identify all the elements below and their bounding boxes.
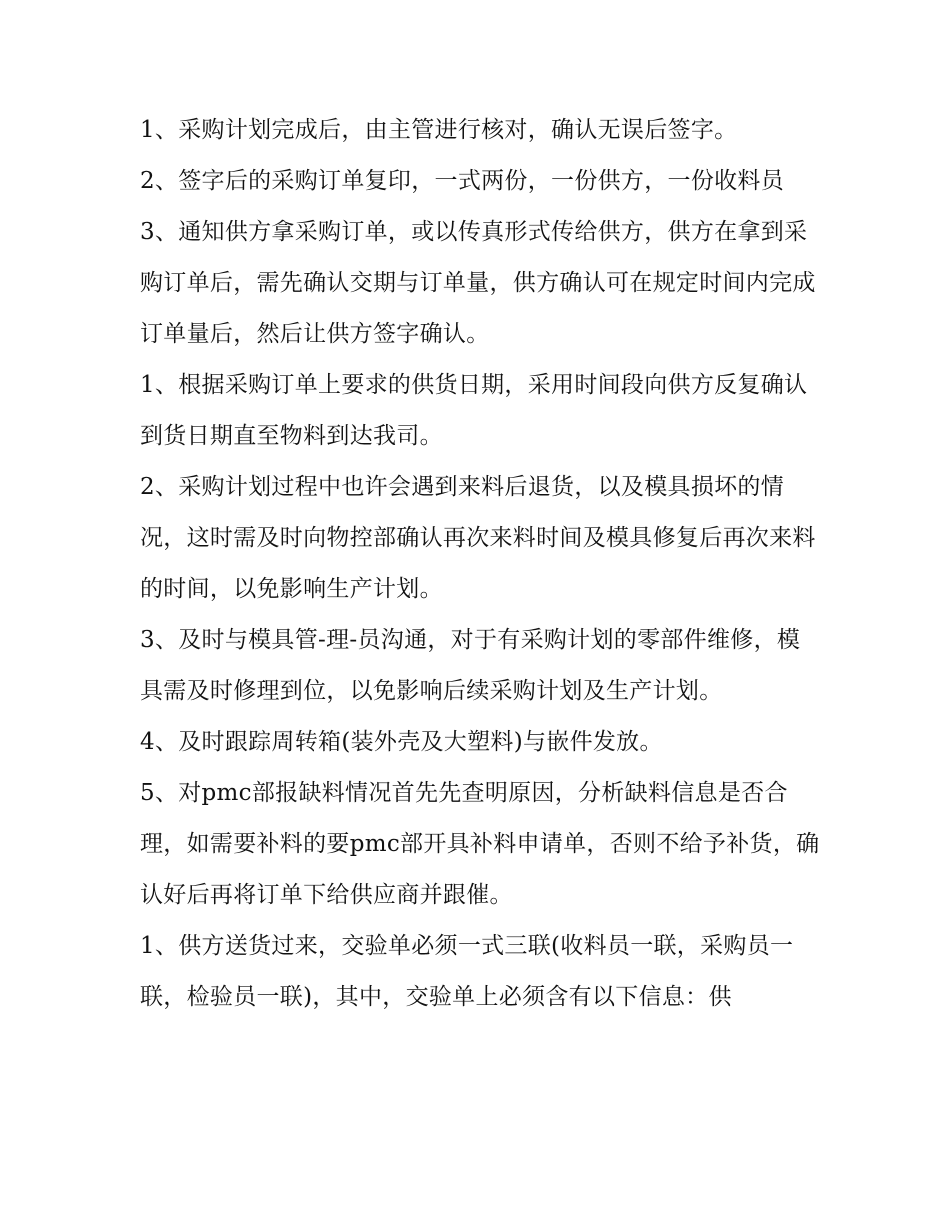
paragraph: 4、及时跟踪周转箱(装外壳及大塑料)与嵌件发放。: [140, 729, 663, 755]
paragraph: 1、供方送货过来，交验单必须一式三联(收料员一联，采购员一联，检验员一联)，其中，交验单上必须含有以下信息：供: [140, 933, 794, 1010]
document-body: [140, 105, 820, 1023]
paragraph: 3、及时与模具管-理-员沟通，对于有采购计划的零部件维修，模具需及时修理到位，以免影响后续采购计划及生产计划。: [140, 627, 801, 704]
paragraph: 2、签字后的采购订单复印，一式两份，一份供方，一份收料员: [140, 168, 785, 194]
paragraph: 1、根据采购订单上要求的供货日期，采用时间段向供方反复确认到货日期直至物料到达我司。: [140, 372, 808, 449]
paragraph: 3、通知供方拿采购订单，或以传真形式传给供方，供方在拿到采购订单后，需先确认交期与订单量，供方确认可在规定时间内完成订单量后，然后让供方签字确认。: [140, 219, 816, 347]
paragraph: 1、采购计划完成后，由主管进行核对，确认无误后签字。: [140, 117, 738, 143]
paragraph: 5、对pmc部报缺料情况首先先查明原因，分析缺料信息是否合理，如需要补料的要pmc部开具补料申请单，否则不给予补货，确认好后再将订单下给供应商并跟催。: [140, 780, 820, 908]
paragraph: 2、采购计划过程中也许会遇到来料后退货，以及模具损坏的情况，这时需及时向物控部确认再次来料时间及模具修复后再次来料的时间，以免影响生产计划。: [140, 474, 816, 602]
